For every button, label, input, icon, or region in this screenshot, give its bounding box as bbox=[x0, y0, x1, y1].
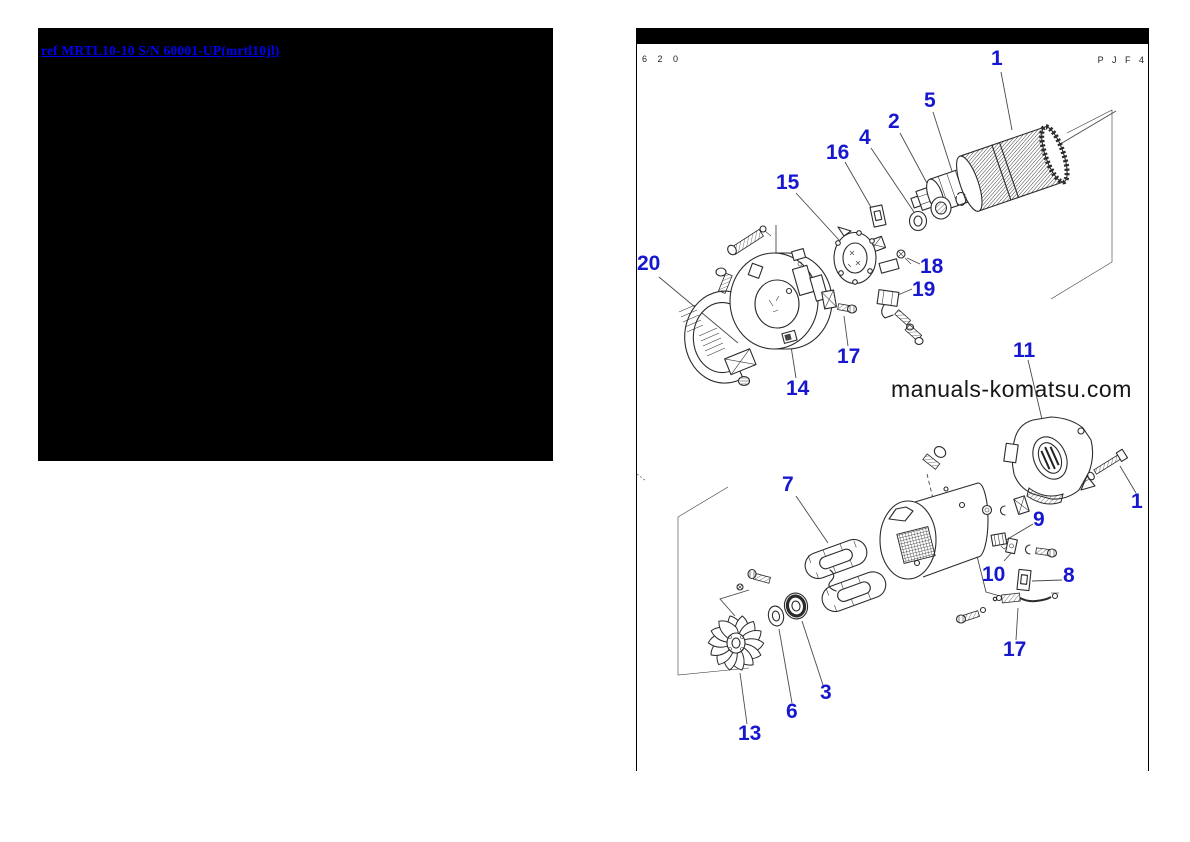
part-label-1: 1 bbox=[991, 47, 1003, 70]
bearing-part-3 bbox=[782, 591, 810, 621]
part-label-19: 19 bbox=[912, 278, 936, 301]
washer-part-6 bbox=[767, 605, 786, 628]
part-label-4: 4 bbox=[859, 126, 871, 149]
reference-panel bbox=[38, 28, 553, 461]
armature-part-1 bbox=[903, 124, 1072, 231]
part-label-16: 16 bbox=[826, 141, 850, 164]
exploded-parts-diagram bbox=[636, 44, 1147, 771]
panel-top-bar bbox=[637, 28, 1148, 44]
part-label-15: 15 bbox=[776, 171, 800, 194]
screw-part-18 bbox=[897, 250, 911, 264]
part-label-14: 14 bbox=[786, 377, 810, 400]
bracket-part-16 bbox=[870, 205, 886, 227]
nut-part-2 bbox=[931, 197, 951, 219]
part-label-2: 2 bbox=[888, 110, 900, 133]
watermark-text: manuals-komatsu.com bbox=[891, 376, 1132, 402]
part-label-3: 3 bbox=[820, 681, 832, 704]
part-label-1-right: 1 bbox=[1131, 490, 1143, 513]
part-label-17-lower: 17 bbox=[1003, 638, 1027, 661]
fan-part-13 bbox=[708, 615, 764, 671]
part-label-6: 6 bbox=[786, 700, 798, 723]
page-code-left: 6 2 0 bbox=[642, 54, 683, 64]
part-label-11: 11 bbox=[1013, 339, 1036, 362]
part-label-7: 7 bbox=[782, 473, 794, 496]
part-label-17-upper: 17 bbox=[837, 345, 861, 368]
bearing-plate-part-15 bbox=[834, 227, 899, 284]
stator-frame-part-10 bbox=[880, 444, 988, 579]
fan-bolts bbox=[737, 570, 770, 591]
page-code-right: P J F 4 bbox=[1097, 55, 1147, 65]
part-label-20: 20 bbox=[637, 252, 661, 275]
part-label-5: 5 bbox=[924, 89, 936, 112]
ref-link[interactable]: ref MRTL10-10 S/N 60001-UP(mrtl10jl) bbox=[41, 43, 280, 58]
terminal-wire-part-17 bbox=[993, 593, 1059, 603]
part-label-13: 13 bbox=[738, 722, 762, 745]
clip-part-8 bbox=[1017, 569, 1031, 590]
end-cover-part-11 bbox=[1004, 417, 1095, 504]
washer-part-4 bbox=[910, 212, 927, 231]
part-label-18: 18 bbox=[920, 255, 944, 278]
part-label-8: 8 bbox=[1063, 564, 1075, 587]
part-label-9: 9 bbox=[1033, 508, 1045, 531]
part-label-10: 10 bbox=[982, 563, 1006, 586]
lower-bolt bbox=[957, 608, 986, 624]
field-coils-part-7 bbox=[801, 536, 889, 615]
small-hardware bbox=[983, 496, 1030, 515]
brush-assembly-part-9 bbox=[991, 533, 1056, 557]
